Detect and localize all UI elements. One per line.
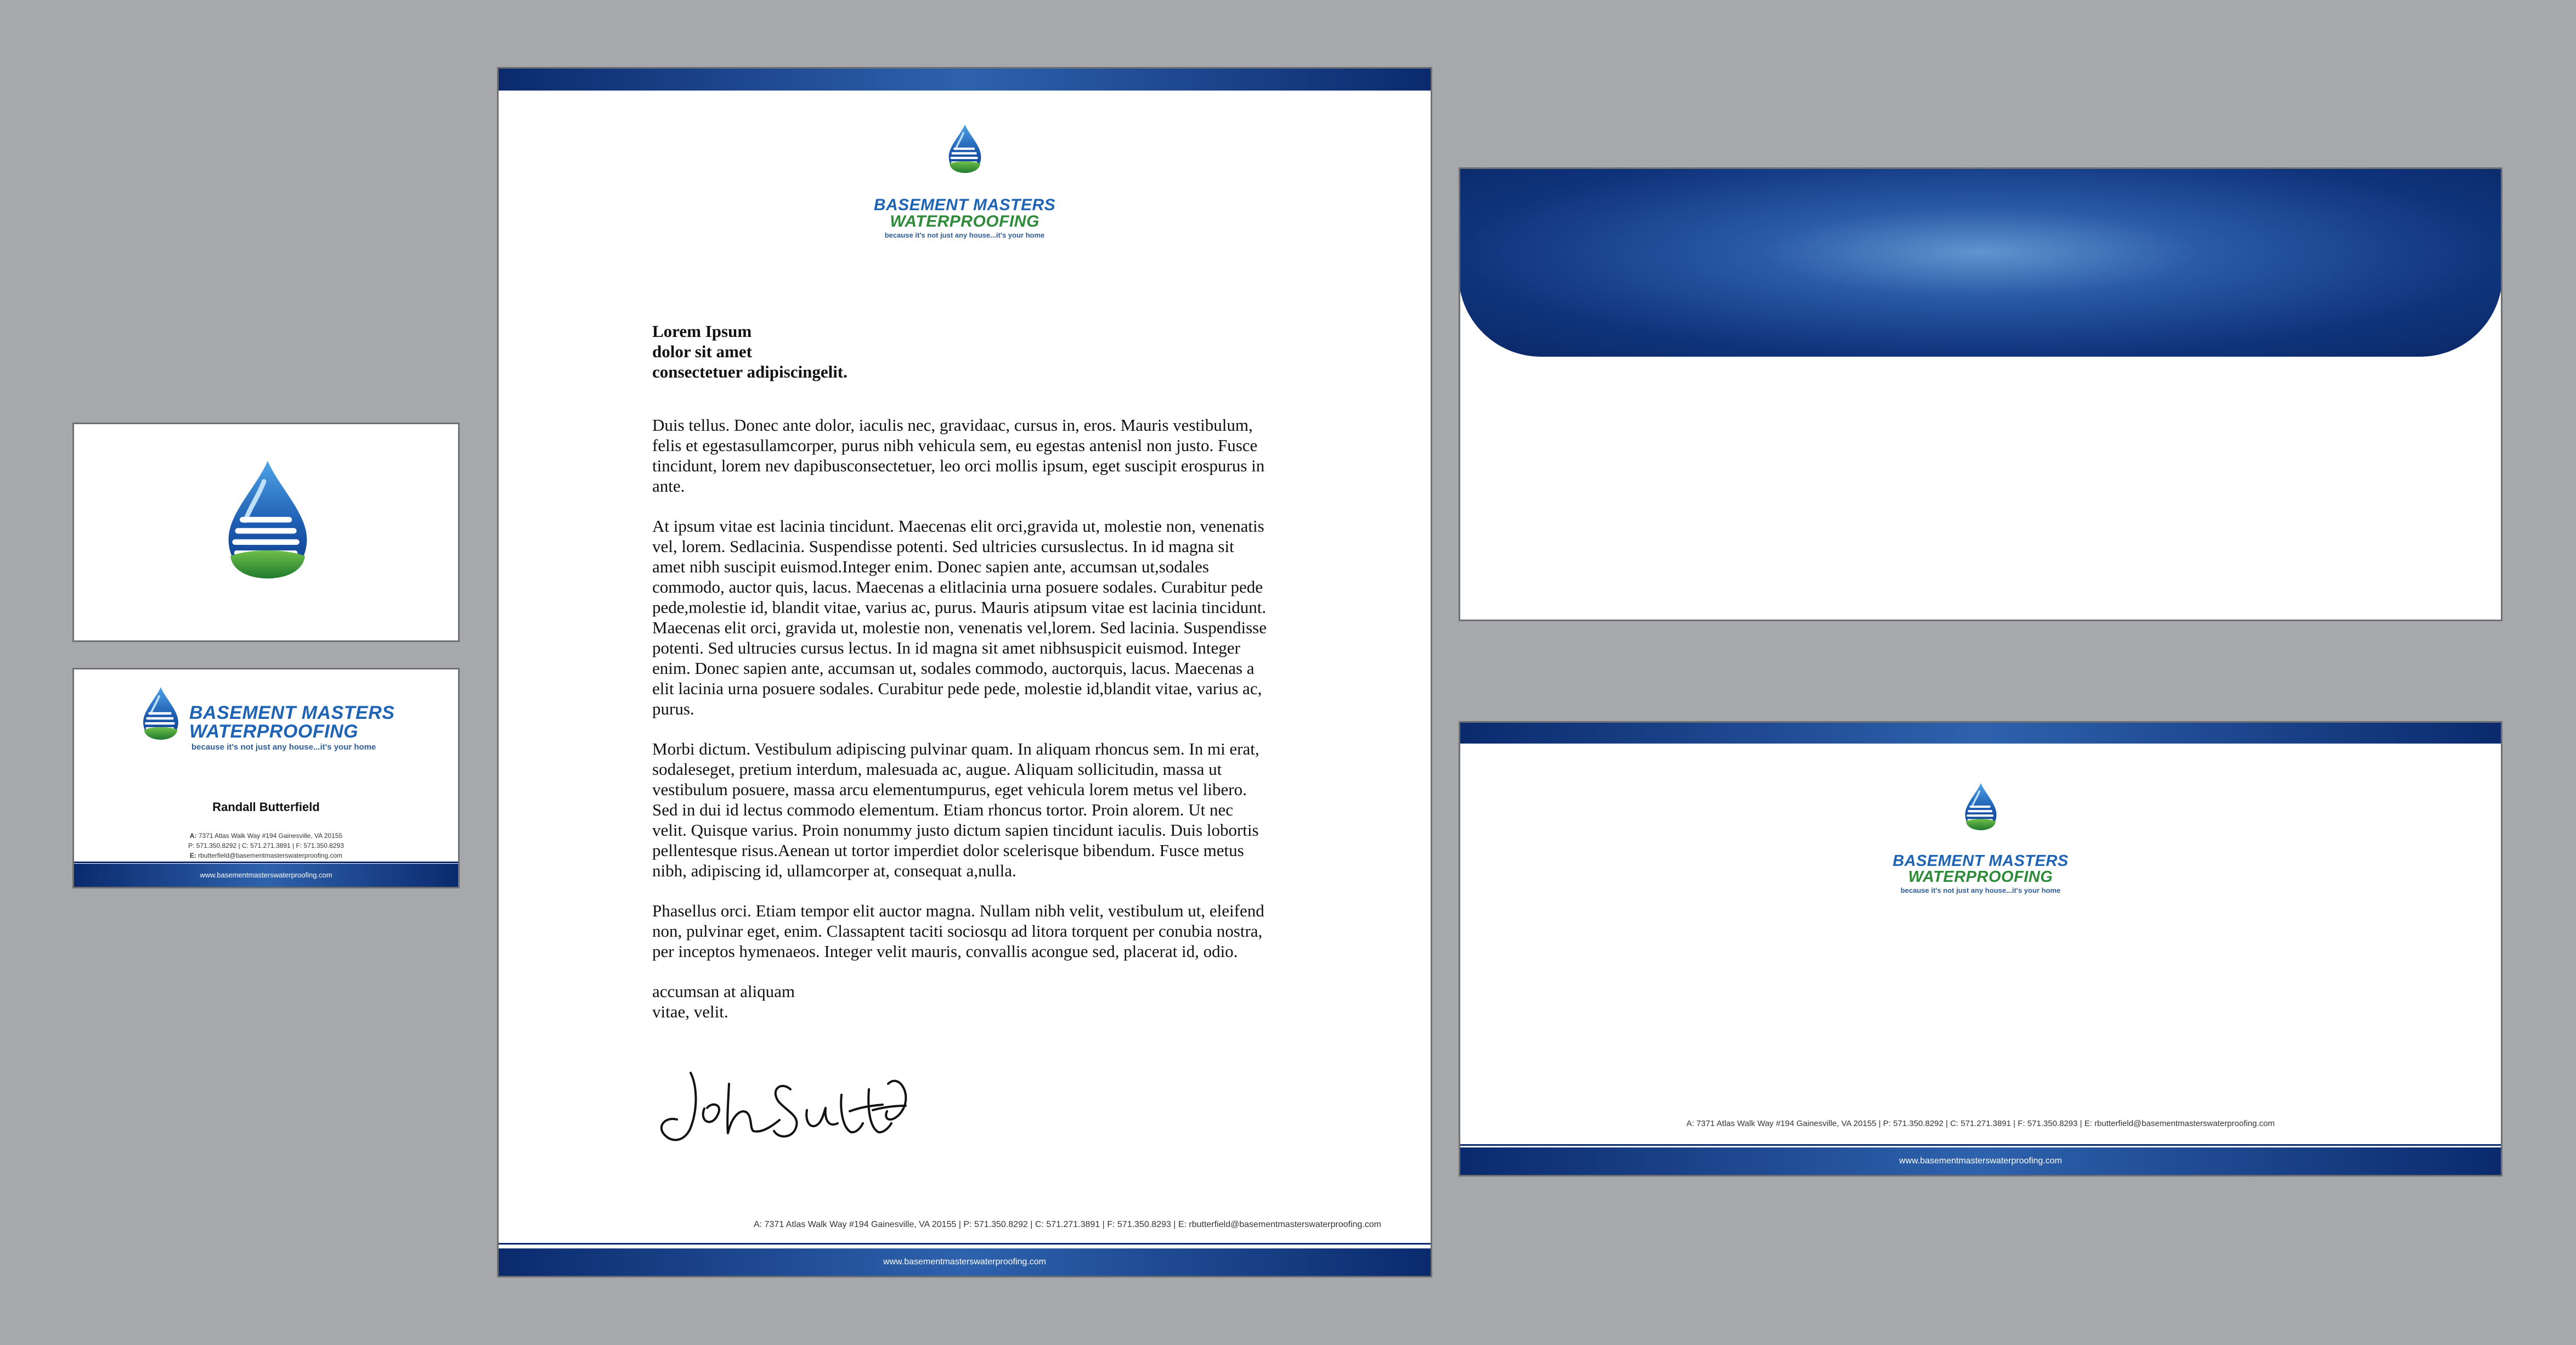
- letter-paragraph: Duis tellus. Donec ante dolor, iaculis nec, gravidaac, cursus in, eros. Mauris vestibulum, felis et egestasullamcorper, purus nibh vehicula sem, eu egestas antenisl non justo. Fusce tincidunt, lorem nev dapibusconsectetuer, leo orci mollis ipsum, eget suscipit erospurus in ante.: [652, 415, 1265, 496]
- brand-name-line2: WATERPROOFING: [189, 721, 359, 742]
- brand-tagline: because it's not just any house...it's your home: [191, 742, 376, 752]
- letter-paragraph: Morbi dictum. Vestibulum adipiscing pulvinar quam. In aliquam rhoncus sem. In mi erat, sodaleseget, pretium interdum, malesuada ac, augue. Aliquam sollicitudin, massa ut vestibulum posuere, massa arcu elementumpurus, eget vehicula lorem metus vel libero. Sed in dui id lectus commodo elementum. Etiam rhoncus tortor. Proin alorem. Ut nec velit. Quisque varius. Proin nonummy justo dictum sapien tincidunt iaculis. Duis lobortis pellentesque risus.Aenean ut tortor imperdiet dolor scelerisque bibendum. Fusce metus nibh, adipiscing id, ullamcorper at, consequat a,nulla.: [652, 739, 1259, 880]
- envelope-footer-band: [1460, 1147, 2501, 1175]
- card-email: E: rbutterfield@basementmasterswaterproofing.com: [189, 852, 343, 859]
- envelope-brand: [1460, 853, 2501, 894]
- letterhead-top-band: [499, 69, 1431, 91]
- brand-tagline: because it's not just any house...it's your home: [884, 231, 1045, 239]
- envelope-website: www.basementmasterswaterproofing.com: [1899, 1156, 2062, 1166]
- water-drop-logo-icon: [140, 686, 182, 741]
- letter-closing-line: vitae, velit.: [652, 1002, 728, 1021]
- brand-name-line1: BASEMENT MASTERS: [1893, 852, 2069, 870]
- letter-closing: [652, 981, 1269, 1022]
- letter-paragraph: At ipsum vitae est lacinia tincidunt. Maecenas elit orci,gravida ut, molestie non, venenatis vel, lorem. Sedlacinia. Suspendisse potenti. Sed ultricies cursuslectus. In id magna sit amet nibh suscipit euismod.Integer enim. Donec sapien ante, accumsan ut,sodales commodo, auctor quis, lacus. Maecenas a elitlacinia urna posuere sodales. Curabitur pede pede,molestie id, blandit vitae, varius ac, purus. Mauris atipsum vitae est lacinia tincidunt. Maecenas elit orci, gravida ut, molestie non, venenatis vel,lorem. Sed lacinia. Suspendisse potenti. Sed ultrucies cursus lectus. In id magna sit amet nibhsuspicit euismod. Integer enim. Donec sapien ante, accumsan ut, sodales commodo, auctorquis, lacus. Maecenas a elit lacinia urna posuere sodales. Curabitur pede pede, molestie id,blandit vitae, varius ac, purus.: [652, 516, 1267, 718]
- letter-heading-line: dolor sit amet: [652, 342, 752, 361]
- letterhead-brand: [499, 197, 1431, 239]
- brand-name-line1: BASEMENT MASTERS: [873, 196, 1056, 214]
- letterhead-footer-band: [499, 1248, 1431, 1276]
- envelope-top-band: [1460, 723, 2501, 744]
- letter-body: [652, 321, 1269, 1022]
- brand-name-line1: BASEMENT MASTERS: [189, 702, 395, 723]
- letterhead-footer-divider: [499, 1243, 1431, 1245]
- card-person-name: Randall Butterfield: [212, 800, 320, 814]
- letter-closing-line: accumsan at aliquam: [652, 982, 795, 1001]
- envelope-front: [1459, 721, 2502, 1177]
- water-drop-logo-icon: [221, 458, 314, 581]
- card-footer-band: [74, 864, 458, 887]
- letter-heading-line: Lorem Ipsum: [652, 322, 752, 341]
- brand-name-line2: WATERPROOFING: [1908, 868, 2053, 886]
- card-address: A: 7371 Atlas Walk Way #194 Gainesville, VA 20155: [189, 832, 343, 840]
- envelope-back: [1459, 167, 2502, 621]
- letterhead-footer-contact: A: 7371 Atlas Walk Way #194 Gainesville, VA 20155 | P: 571.350.8292 | C: 571.271.3891 | F: 571.350.8293 | E: rbutterfield@basementmasterswaterproofing.com: [753, 1220, 1381, 1229]
- envelope-flap: [1459, 167, 2502, 357]
- business-card-front: [72, 668, 460, 888]
- letterhead: [497, 67, 1432, 1278]
- business-card-back: [72, 423, 460, 642]
- water-drop-logo-icon: [946, 123, 984, 174]
- brand-name-line2: WATERPROOFING: [890, 212, 1040, 230]
- card-divider: [74, 862, 458, 863]
- letterhead-website: www.basementmasterswaterproofing.com: [883, 1257, 1046, 1267]
- letter-heading-line: consectetuer adipiscingelit.: [652, 362, 848, 381]
- handwritten-signature: [652, 1051, 948, 1155]
- brand-tagline: because it's not just any house...it's your home: [1900, 886, 2061, 894]
- envelope-footer-divider: [1460, 1144, 2501, 1146]
- card-website: www.basementmasterswaterproofing.com: [200, 871, 332, 879]
- letter-heading: [652, 321, 1269, 382]
- envelope-footer-contact: A: 7371 Atlas Walk Way #194 Gainesville, VA 20155 | P: 571.350.8292 | C: 571.271.3891 | F: 571.350.8293 | E: rbutterfield@basementmasterswaterproofing.com: [1686, 1119, 2275, 1128]
- card-phones: P: 571.350.8292 | C: 571.271.3891 | F: 571.350.8293: [188, 842, 344, 849]
- letter-paragraph: Phasellus orci. Etiam tempor elit auctor magna. Nullam nibh velit, vestibulum ut, eleifend non, pulvinar eget, enim. Classaptent taciti sociosqu ad litora torquent per conubia nostra, per inceptos hymenaeos. Integer velit mauris, convallis acongue sed, placerat id, odio.: [652, 901, 1264, 961]
- water-drop-logo-icon: [1962, 782, 1999, 831]
